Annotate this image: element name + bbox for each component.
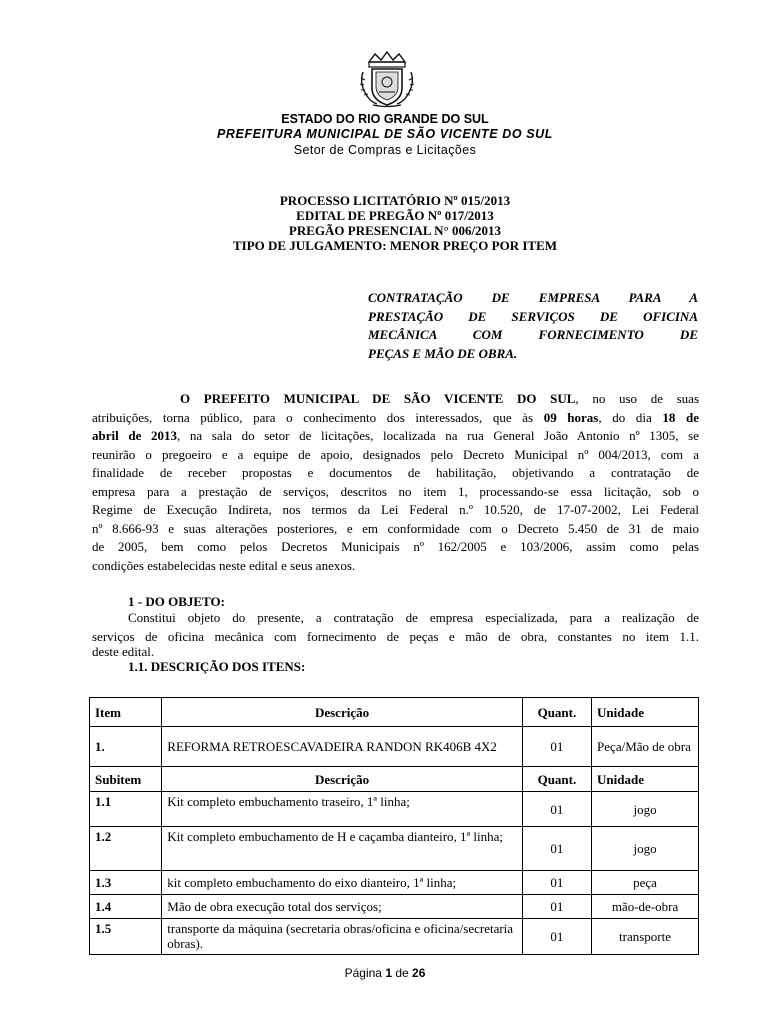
- subheader-description: Descrição: [162, 767, 523, 792]
- table-subheader-row: [90, 767, 699, 792]
- cell-description: REFORMA RETROESCAVADEIRA RANDON RK406B 4X2: [162, 727, 523, 767]
- intro-text: , no uso de suas: [575, 391, 700, 406]
- items-table: [89, 697, 699, 955]
- page-total: 26: [412, 966, 426, 980]
- subheader-item: Subitem: [90, 767, 162, 792]
- meeting-time: 09 horas: [543, 409, 599, 425]
- cell-description: Kit completo embuchamento de H e caçamba dianteiro, 1ª linha;: [162, 827, 523, 871]
- intro-line: de 2005, bem como pelos Decretos Municipais nº 162/2005 e 103/2006, assim como pelas: [92, 539, 699, 554]
- intro-text: atribuições, torna público, para o conhecimento dos interessados, que às: [92, 409, 544, 425]
- intro-text: , na sala do setor de licitações, localizada na rua General João Antonio nº 1305, se: [176, 428, 699, 443]
- table-header-row: [90, 698, 699, 727]
- object-paragraph: [92, 609, 699, 662]
- object-title-line: PEÇAS E MÃO DE OBRA.: [368, 345, 518, 361]
- intro-line: reunirão o pregoeiro e a equipe de apoio, designados pelo Decreto Municipal nº 004/2013, com a: [92, 446, 699, 462]
- department-name: Setor de Compras e Licitações: [293, 143, 477, 157]
- object-title-line: MECÂNICA COM FORNECIMENTO DE: [368, 327, 698, 342]
- header-unit: Unidade: [592, 698, 699, 727]
- object-title-line: PRESTAÇÃO DE SERVIÇOS DE OFICINA: [368, 308, 698, 324]
- intro-line: condições estabelecidas neste edital e seus anexos.: [92, 557, 356, 573]
- subheader-unit: Unidade: [592, 767, 699, 792]
- cell-quantity: 01: [522, 827, 591, 871]
- cell-description: Mão de obra execução total dos serviços;: [162, 895, 523, 919]
- table-row-main-item: [90, 727, 699, 767]
- cell-unit: peça: [592, 871, 699, 895]
- table-row: [90, 895, 699, 919]
- cell-item: 1.1: [90, 792, 162, 827]
- cell-item: 1.5: [90, 919, 162, 955]
- cell-description: transporte da máquina (secretaria obras/oficina e oficina/secretaria obras).: [162, 919, 523, 955]
- cell-unit: mão-de-obra: [592, 895, 699, 919]
- coat-of-arms-icon: [355, 50, 419, 108]
- page-number: 1: [385, 966, 392, 980]
- table-row: [90, 792, 699, 827]
- process-number: PROCESSO LICITATÓRIO Nº 015/2013: [279, 193, 511, 208]
- state-name: ESTADO DO RIO GRANDE DO SUL: [281, 112, 489, 126]
- intro-line: empresa para a prestação de serviços, descritos no item 1, processando-se essa licitação, sob o: [92, 483, 699, 499]
- table-row: [90, 871, 699, 895]
- intro-line: [92, 409, 699, 428]
- intro-line: nº 8.666-93 e suas alterações posteriores, e em conformidade com o Decreto 5.450 de 31 de maio: [92, 520, 699, 536]
- edital-number: EDITAL DE PREGÃO Nº 017/2013: [296, 208, 494, 223]
- object-line: serviços de oficina mecânica com fornecimento de peças e mão de obra, constantes no item 1.1.: [92, 628, 699, 644]
- cell-description: kit completo embuchamento do eixo dianteiro, 1ª linha;: [162, 871, 523, 895]
- of-label: de: [395, 966, 409, 980]
- cell-item: 1.3: [90, 871, 162, 895]
- pregao-number: PREGÃO PRESENCIAL N° 006/2013: [288, 223, 502, 238]
- intro-paragraph: [92, 390, 699, 575]
- intro-line: finalidade de receber propostas e documentos de habilitação, objetivando a contratação de: [92, 465, 699, 480]
- prefecture-name: PREFEITURA MUNICIPAL DE SÃO VICENTE DO SUL: [216, 127, 554, 141]
- header-description: Descrição: [162, 698, 523, 727]
- header-item: Item: [90, 698, 162, 727]
- intro-line: [92, 390, 699, 409]
- meeting-date: abril de 2013: [92, 428, 177, 443]
- page-label: Página: [344, 966, 382, 980]
- object-title: [368, 289, 698, 363]
- judgement-type: TIPO DE JULGAMENTO: MENOR PREÇO POR ITEM: [232, 238, 558, 253]
- table-row: [90, 919, 699, 955]
- cell-unit: jogo: [592, 827, 699, 871]
- intro-line: [92, 427, 699, 446]
- cell-quantity: 01: [522, 792, 591, 827]
- section-title: 1 - DO OBJETO:: [128, 594, 225, 609]
- mayor-title: O PREFEITO MUNICIPAL DE SÃO VICENTE DO SUL: [180, 391, 576, 406]
- cell-unit: jogo: [592, 792, 699, 827]
- cell-item: 1.2: [90, 827, 162, 871]
- table-row: [90, 827, 699, 871]
- object-line: deste edital.: [92, 644, 155, 659]
- header-quantity: Quant.: [522, 698, 591, 727]
- cell-unit: Peça/Mão de obra: [592, 727, 699, 767]
- cell-quantity: 01: [522, 871, 591, 895]
- meeting-date: 18 de: [662, 409, 699, 425]
- cell-quantity: 01: [522, 919, 591, 955]
- object-line: Constitui objeto do presente, a contratação de empresa especializada, para a realização de: [128, 610, 699, 625]
- cell-unit: transporte: [592, 919, 699, 955]
- page-footer: [0, 966, 770, 980]
- cell-item: 1.: [90, 727, 162, 767]
- cell-quantity: 01: [522, 727, 591, 767]
- subheader-quantity: Quant.: [522, 767, 591, 792]
- cell-item: 1.4: [90, 895, 162, 919]
- object-title-line: CONTRATAÇÃO DE EMPRESA PARA A: [368, 290, 698, 305]
- cell-quantity: 01: [522, 895, 591, 919]
- intro-text: , do dia: [598, 409, 663, 425]
- cell-description: Kit completo embuchamento traseiro, 1ª linha;: [162, 792, 523, 827]
- intro-line: Regime de Execução Indireta, nos termos da Lei Federal n.º 10.520, de 17-07-2002, Lei Federal: [92, 502, 699, 517]
- items-subtitle: 1.1. DESCRIÇÃO DOS ITENS:: [128, 659, 306, 674]
